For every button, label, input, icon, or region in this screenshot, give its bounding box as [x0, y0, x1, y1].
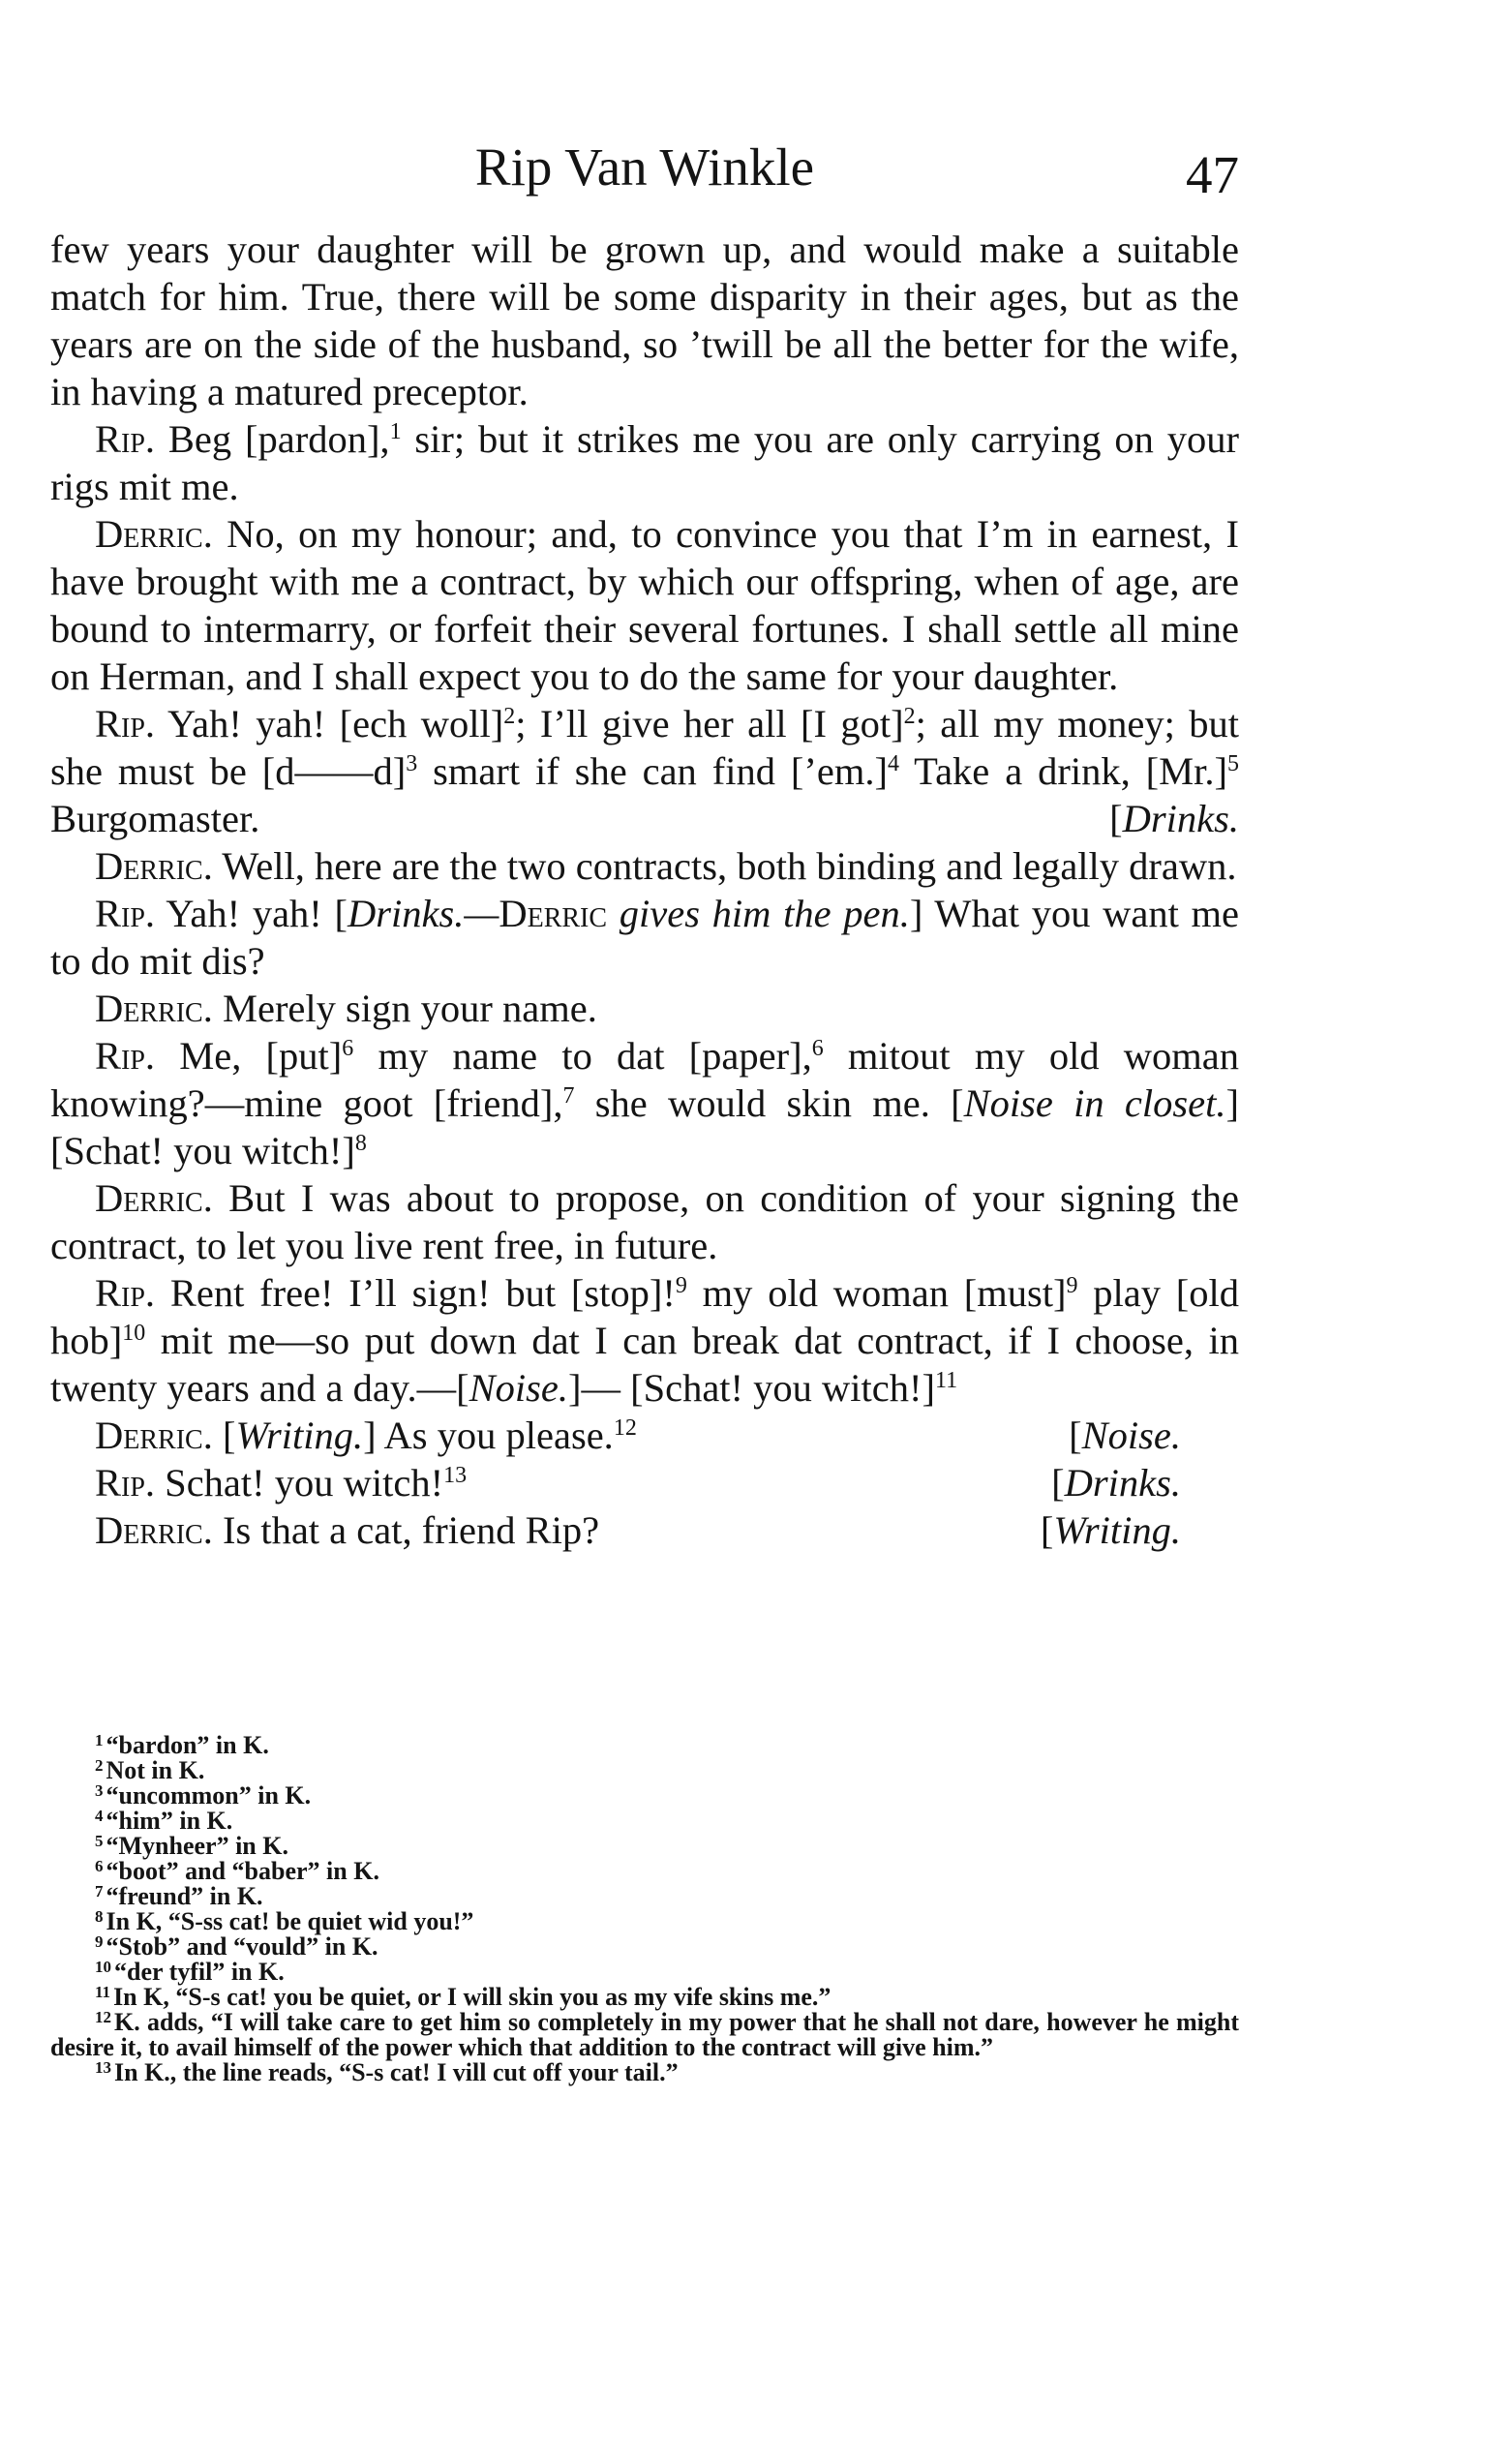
footnote-mark: 8: [95, 1907, 104, 1926]
speech-text: play [old hob]: [50, 1271, 1240, 1362]
footnote-mark: 13: [95, 2058, 111, 2077]
speech-text: my name to dat [paper],: [353, 1034, 812, 1078]
footnote-mark: 9: [95, 1932, 104, 1951]
speech-text: Is that a cat, friend Rip?: [222, 1508, 600, 1552]
speech-text: Beg [pardon],: [167, 417, 390, 461]
footnote-mark: 11: [95, 1983, 111, 2001]
footnote-ref: 2: [903, 704, 916, 729]
speech-text: ]— [Schat! you witch!]: [567, 1366, 935, 1410]
footnote: [50, 1909, 1239, 1934]
footnote: [50, 1834, 1239, 1859]
footnote-mark: 2: [95, 1756, 104, 1775]
speaker-name: Rip.: [95, 417, 156, 461]
footnote-ref: 10: [122, 1321, 146, 1346]
speaker-name: Derric.: [95, 1508, 213, 1552]
speech-text: [: [222, 1414, 236, 1457]
footnote-text: In K, “S-ss cat! be quiet wid you!”: [106, 1907, 474, 1935]
speech-text: Rent free! I’ll sign! but [stop]!: [169, 1271, 676, 1315]
footnote-ref: 9: [675, 1273, 687, 1298]
footnote-text: “boot” and “baber” in K.: [106, 1857, 379, 1885]
speech-rip: [50, 1032, 1239, 1174]
footnote: [50, 1985, 1239, 2010]
speech-text: But I was about to propose, on condition of your signing the contract, to let you live rent free, in future.: [50, 1176, 1240, 1267]
body-text: [50, 226, 1239, 1554]
speech-derric: [50, 510, 1239, 700]
speech-text: Merely sign your name.: [222, 987, 597, 1030]
footnote-text: In K, “S-s cat! you be quiet, or I will skin you as my vife skins me.”: [113, 1983, 832, 2011]
stage-direction-text: Writing.: [235, 1414, 364, 1457]
stage-direction-text: Noise in closet.: [963, 1081, 1226, 1125]
footnote-mark: 3: [95, 1781, 104, 1800]
speech-derric: [50, 1506, 1239, 1554]
footnote: [50, 2060, 1239, 2085]
speech-rip: [50, 415, 1239, 510]
footnote: [50, 1934, 1239, 1960]
footnote-ref: 12: [613, 1415, 637, 1441]
footnote-ref: 2: [503, 704, 516, 729]
speaker-name: Derric.: [95, 844, 213, 888]
speech-derric: [50, 842, 1239, 890]
stage-direction-text: Drinks.: [1122, 797, 1239, 840]
footnote-text: “him” in K.: [106, 1807, 233, 1835]
footnote-ref: 11: [935, 1368, 958, 1393]
footnote: [50, 1859, 1239, 1884]
page-header: [50, 134, 1239, 204]
stage-direction-text: Drinks.—: [347, 892, 499, 935]
footnote: [50, 1733, 1239, 1758]
footnote: [50, 1783, 1239, 1809]
speech-derric: [50, 985, 1239, 1032]
running-title: Rip Van Winkle: [474, 137, 815, 197]
footnote-text: “uncommon” in K.: [106, 1781, 312, 1809]
speech-text: Me, [put]: [179, 1034, 343, 1078]
footnotes: [50, 1733, 1239, 2085]
footnote-ref: 8: [354, 1131, 367, 1156]
footnote-ref: 4: [887, 751, 899, 776]
stage-direction: [ Writing.: [1041, 1506, 1181, 1554]
footnote-mark: 4: [95, 1807, 104, 1825]
speaker-name: Derric.: [95, 512, 213, 556]
paragraph: few years your daughter will be grown up, and would make a suitable match for him. True, there will be some disparity in their ages, but as the years are on the side of the husband, so ’twill be all the better for the wife, in having a matured preceptor.: [50, 228, 1239, 413]
footnote-mark: 10: [95, 1958, 111, 1976]
footnote-text: “Mynheer” in K.: [106, 1832, 288, 1860]
speech-text: Well, here are the two contracts, both binding and legally drawn.: [222, 844, 1237, 888]
speech-text: my old woman [must]: [686, 1271, 1067, 1315]
footnote-text: “bardon” in K.: [106, 1731, 269, 1759]
footnote-ref: 6: [811, 1036, 824, 1061]
speech-text: No, on my honour; and, to convince you that I’m in earnest, I have brought with me a contract, by which our offspring, when of age, are bound to intermarry, or forfeit their several fortunes. I shall settle all mine on Herman, and I shall expect you to do the same for your daughter.: [50, 512, 1239, 698]
speech-text: ; all my money; but she must be [d——d]: [50, 702, 1240, 793]
speech-text: ] [Schat! you witch!]: [50, 1081, 1239, 1172]
footnote-mark: 5: [95, 1832, 104, 1850]
speaker-name: Rip.: [95, 1034, 156, 1078]
footnote-text: In K., the line reads, “S-s cat! I vill cut off your tail.”: [114, 2058, 679, 2086]
footnote-text: K. adds, “I will take care to get him so completely in my power that he shall not dare, however he might desire it, to avail himself of the power which that addition to the contract will give him.”: [50, 2008, 1239, 2061]
speech-text: ] What you want me to do mit dis?: [50, 892, 1240, 983]
speech-rip: [50, 1269, 1239, 1412]
speaker-name-inline: Derric: [499, 892, 608, 935]
footnote: [50, 1809, 1239, 1834]
footnote-text: “der tyfil” in K.: [114, 1958, 285, 1986]
speech-text: Burgomaster.: [50, 797, 260, 840]
page-number: 47: [1186, 145, 1239, 204]
speech-rip: [50, 700, 1239, 842]
speech-derric: [50, 1174, 1239, 1269]
speaker-name: Rip.: [95, 1271, 156, 1315]
speech-rip: [50, 1459, 1239, 1506]
speaker-name: Rip.: [95, 1461, 156, 1505]
footnote-mark: 12: [95, 2008, 111, 2026]
speech-text: mit me—so put down dat I can break dat contract, if I choose, in twenty years and a day.—[: [50, 1319, 1239, 1410]
speech-derric: [50, 1412, 1239, 1459]
footnote-ref: 1: [389, 419, 402, 444]
speech-text: ; I’ll give her all [I got]: [515, 702, 904, 745]
footnote-ref: 7: [562, 1083, 575, 1109]
speech-rip: [50, 890, 1239, 985]
speech-text: ] As you please.: [363, 1414, 614, 1457]
speech-text: Yah! yah! [: [166, 892, 348, 935]
speaker-name: Rip.: [95, 892, 156, 935]
speaker-name: Derric.: [95, 1176, 213, 1220]
speech-text: Schat! you witch!: [165, 1461, 444, 1505]
footnote: [50, 1758, 1239, 1783]
stage-direction: [Drinks.: [1109, 797, 1239, 840]
speech-text: mitout my old woman knowing?—mine goot [friend],: [50, 1034, 1239, 1125]
footnote-text: Not in K.: [106, 1756, 205, 1784]
stage-direction-text: Noise.: [469, 1366, 568, 1410]
speaker-name: Derric.: [95, 1414, 213, 1457]
stage-direction: [ Drinks.: [1051, 1459, 1181, 1506]
stage-direction-text: gives him the pen.: [607, 892, 910, 935]
footnote-ref: 5: [1227, 751, 1239, 776]
footnote: [50, 2010, 1239, 2060]
footnote-ref: 6: [342, 1036, 354, 1061]
speech-text: sir; but it strikes me you are only carrying on your rigs mit me.: [50, 417, 1239, 508]
footnote-ref: 3: [406, 751, 418, 776]
footnote-text: “Stob” and “vould” in K.: [106, 1932, 378, 1961]
footnote-ref: 9: [1066, 1273, 1078, 1298]
speech-text: Yah! yah! [ech woll]: [166, 702, 504, 745]
footnote-mark: 6: [95, 1857, 104, 1875]
footnote: [50, 1884, 1239, 1909]
footnote-mark: 1: [95, 1731, 104, 1749]
speech-text: Take a drink, [Mr.]: [898, 749, 1227, 793]
stage-direction: [ Noise.: [1069, 1412, 1181, 1459]
speech-text: she would skin me. [: [574, 1081, 964, 1125]
footnote: [50, 1960, 1239, 1985]
speaker-name: Rip.: [95, 702, 156, 745]
footnote-mark: 7: [95, 1882, 104, 1900]
footnote-text: “freund” in K.: [106, 1882, 263, 1910]
speaker-name: Derric.: [95, 987, 213, 1030]
speech-text: smart if she can find [’em.]: [417, 749, 888, 793]
footnote-ref: 13: [443, 1463, 468, 1488]
